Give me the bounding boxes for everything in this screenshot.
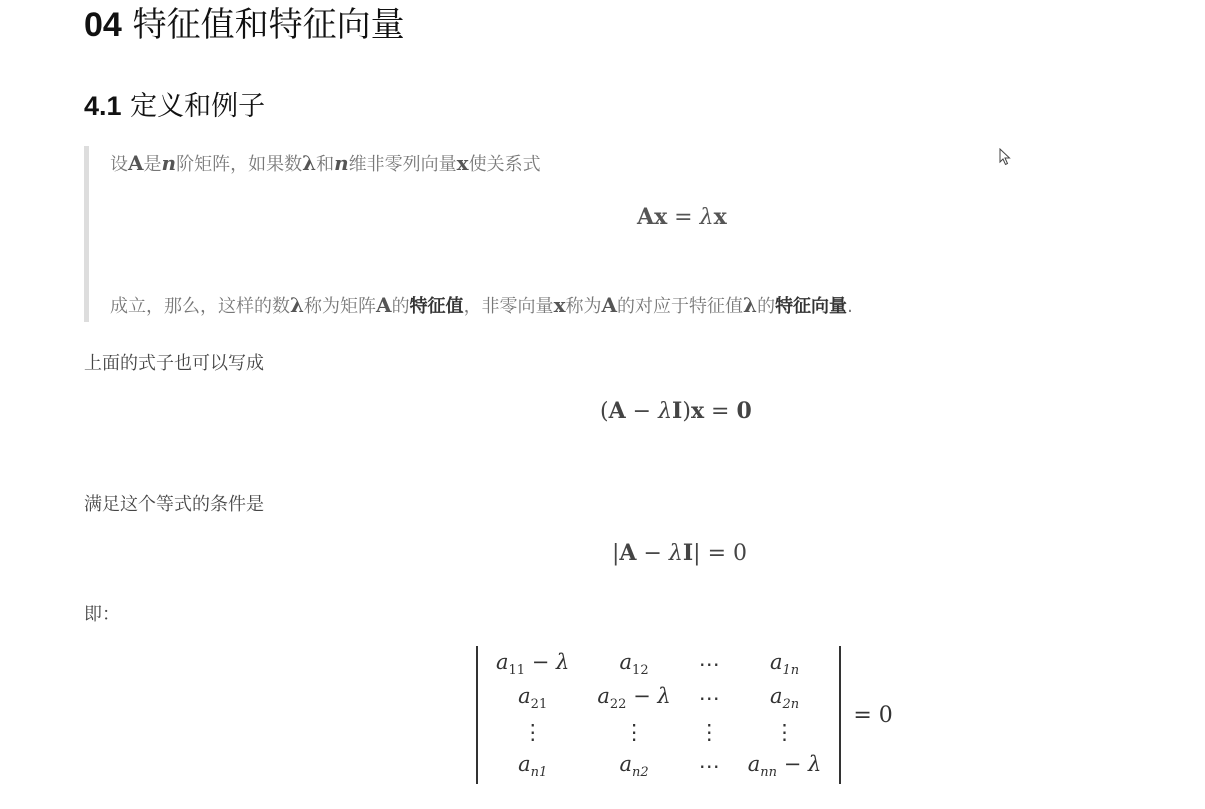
term-eigenvector: 特征向量 bbox=[775, 296, 848, 317]
cell: $a_{n2}$ bbox=[619, 751, 649, 781]
cell: $a_{21}$ bbox=[518, 683, 548, 713]
math-lambda: λ bbox=[302, 151, 317, 175]
cell: $a_{n1}$ bbox=[518, 751, 548, 781]
text: 维非零列向量 bbox=[348, 154, 457, 175]
math-A: A bbox=[601, 293, 618, 317]
equation-characteristic: (A − λI)x = 0 bbox=[600, 398, 752, 424]
math-n: n bbox=[161, 151, 177, 175]
paragraph-condition: 满足这个等式的条件是 bbox=[84, 494, 264, 515]
text: 的 bbox=[391, 296, 410, 317]
math-lambda: λ bbox=[743, 293, 758, 317]
chapter-heading bbox=[84, 2, 405, 48]
math-n: n bbox=[334, 151, 349, 175]
definition-blockquote bbox=[84, 146, 1089, 322]
det-right-bar bbox=[839, 646, 841, 784]
cell: $a_{1n}$ bbox=[769, 649, 800, 679]
cell: $a_{nn} - \lambda$ bbox=[747, 751, 822, 781]
math-x: x bbox=[553, 293, 566, 317]
text: 称为矩阵 bbox=[304, 296, 377, 317]
math-x: x bbox=[456, 151, 469, 175]
cell: ⋯ bbox=[698, 754, 720, 778]
cell: $a_{2n}$ bbox=[769, 683, 800, 713]
cell: $a_{12}$ bbox=[619, 649, 649, 679]
cell: ⋯ bbox=[698, 686, 720, 710]
paragraph-rewrite: 上面的式子也可以写成 bbox=[84, 353, 264, 374]
definition-line-1 bbox=[110, 150, 541, 176]
math-A: A bbox=[128, 151, 144, 175]
cell: $a_{22} - \lambda$ bbox=[597, 683, 671, 713]
section-title: 定义和例子 bbox=[130, 91, 266, 122]
text: 的对应于特征值 bbox=[617, 296, 744, 317]
text: 设 bbox=[110, 154, 128, 175]
chapter-number: 04 bbox=[84, 6, 122, 44]
cell: ⋮ bbox=[623, 720, 645, 744]
text: ，非零向量 bbox=[463, 296, 554, 317]
equation-eigen: Ax = λx bbox=[637, 204, 727, 230]
text: 称为 bbox=[565, 296, 602, 317]
mouse-cursor-icon bbox=[999, 148, 1011, 166]
cell: $a_{11} - \lambda$ bbox=[496, 649, 570, 679]
paragraph-ie: 即： bbox=[84, 604, 120, 625]
definition-line-2 bbox=[110, 292, 853, 318]
text: 成立，那么，这样的数 bbox=[110, 296, 290, 317]
section-number: 4.1 bbox=[84, 91, 122, 121]
cell: ⋮ bbox=[698, 720, 720, 744]
math-A: A bbox=[376, 293, 392, 317]
term-eigenvalue: 特征值 bbox=[409, 296, 464, 317]
math-lambda: λ bbox=[290, 293, 305, 317]
det-rhs: = 0 bbox=[853, 702, 893, 728]
text: 阶矩阵，如果数 bbox=[176, 154, 303, 175]
cell: ⋯ bbox=[698, 652, 720, 676]
cell: ⋮ bbox=[522, 720, 544, 744]
text: 的 bbox=[757, 296, 776, 317]
chapter-title: 特征值和特征向量 bbox=[132, 5, 405, 45]
section-heading bbox=[84, 86, 265, 127]
text: 是 bbox=[143, 154, 162, 175]
det-left-bar bbox=[476, 646, 478, 784]
text: 使关系式 bbox=[468, 154, 541, 175]
text: . bbox=[847, 296, 853, 317]
text: 和 bbox=[316, 154, 335, 175]
equation-determinant: |A − λI| = 0 bbox=[612, 540, 748, 566]
determinant-matrix bbox=[476, 646, 893, 784]
matrix-table bbox=[482, 647, 835, 783]
cell: ⋮ bbox=[774, 720, 796, 744]
